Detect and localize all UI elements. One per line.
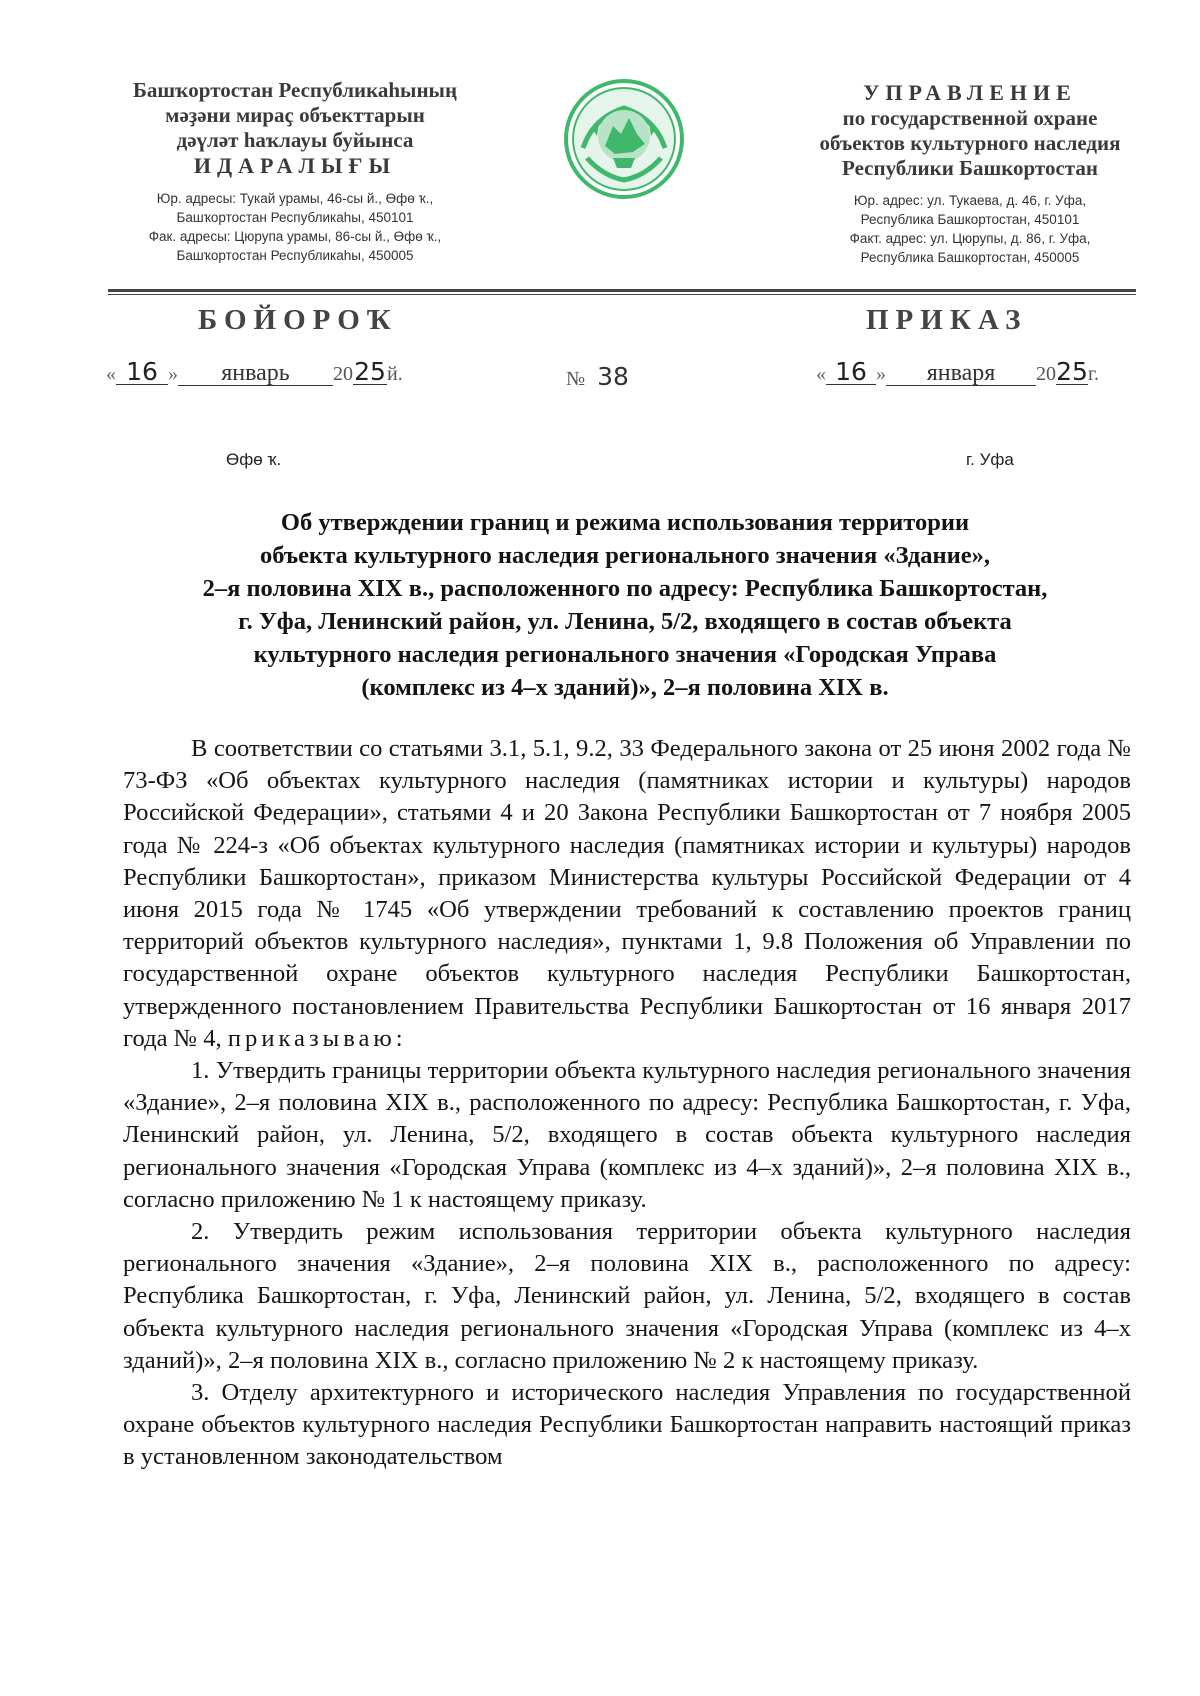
intro-text: В соответствии со статьями 3.1, 5.1, 9.2, 33 Федерального закона от 25 июня 2002 года № 73-ФЗ «Об объектах культурного наследия (памятниках истории и культуры) народов Российской Федерации», статьями 4 и 20 Закона Республики Башкортостан от 7 ноября 2005 года № 224-з «Об объектах культурного наследия (памятниках истории и культуры) народов Республики Башкортостан», приказом Министерства культуры Российской Федерации от 4 июня 2015 года № 1745 «Об утверждении требований к составлению проектов границ территорий объектов культурного наследия», пунктами 1, 9.8 Положения об Управлении по государственной охране объектов культурного наследия Республики Башкортостан, утвержденного постановлением Правительства Республики Башкортостан от 16 января 2017 года № 4, bbox=[123, 735, 1131, 1052]
title-line: объекта культурного наследия регионального значения «Здание», bbox=[259, 542, 991, 569]
address-line: Фак. адресы: Цюрупа урамы, 86-сы й., Өфө ҡ., bbox=[148, 229, 442, 244]
org-name-line: объектов культурного наследия bbox=[819, 131, 1121, 155]
date-suffix: г. bbox=[1088, 363, 1099, 385]
body-paragraph bbox=[123, 733, 1131, 1055]
body-paragraph: 2. Утвердить режим использования территории объекта культурного наследия регионального значения «Здание», 2–я половина XIX в., расположенного по адресу: Республика Башкортостан, г. Уфа, Ленинский район, ул. Ленина, 5/2, входящего в состав объекта культурного наследия регионального значения «Городская Управа (комплекс из 4–х зданий)», 2–я половина XIX в., согласно приложению № 2 к настоящему приказу. bbox=[123, 1218, 1131, 1374]
address-line: Башҡортостан Республикаһы, 450101 bbox=[176, 210, 414, 225]
body-paragraph: 3. Отделу архитектурного и исторического наследия Управления по государственной охране объектов культурного наследия Республики Башкортостан направить настоящий приказ в установленном законодательством bbox=[123, 1379, 1131, 1471]
address-line: Юр. адресы: Тукай урамы, 46-сы й., Өфө ҡ., bbox=[156, 191, 434, 206]
date-day: 16 bbox=[116, 360, 168, 385]
date-month: января bbox=[886, 361, 1036, 386]
quote-open: « bbox=[106, 363, 116, 385]
quote-close: » bbox=[168, 363, 178, 385]
address-line: Республика Башкортостан, 450005 bbox=[860, 250, 1080, 265]
date-month: январь bbox=[178, 361, 333, 386]
header-divider bbox=[108, 294, 1136, 295]
address-block bbox=[100, 189, 490, 265]
number-label: № bbox=[566, 368, 586, 390]
quote-open: « bbox=[816, 363, 826, 385]
date-day: 16 bbox=[826, 360, 876, 385]
doc-type-left: БОЙОРОҠ bbox=[198, 304, 398, 336]
document-body bbox=[123, 733, 1131, 1474]
address-line: Республика Башкортостан, 450101 bbox=[860, 212, 1080, 227]
title-line: культурного наследия регионального значения «Городская Управа bbox=[253, 641, 997, 668]
org-name-spaced: УПРАВЛЕНИЕ bbox=[863, 80, 1077, 105]
city-right: г. Уфа bbox=[966, 450, 1014, 469]
org-name-line: Башҡортостан Республикаһының bbox=[132, 78, 458, 102]
header-right bbox=[770, 80, 1170, 267]
quote-close: » bbox=[876, 363, 886, 385]
org-name-spaced: ИДАРАЛЫҒЫ bbox=[193, 153, 397, 178]
address-line: Юр. адрес: ул. Тукаева, д. 46, г. Уфа, bbox=[853, 193, 1087, 208]
org-name-line: дәүләт һаҡлауы буйынса bbox=[176, 128, 414, 152]
bashkortostan-coat-of-arms-icon bbox=[563, 78, 685, 200]
header-left bbox=[100, 78, 490, 265]
date-year-suffix: 25 bbox=[1056, 357, 1088, 386]
date-left bbox=[106, 357, 403, 387]
title-line: 2–я половина XIX в., расположенного по адресу: Республика Башкортостан, bbox=[202, 575, 1048, 602]
date-suffix: й. bbox=[387, 363, 403, 385]
header-divider bbox=[108, 289, 1136, 292]
date-right bbox=[816, 357, 1099, 387]
doc-type-right: ПРИКАЗ bbox=[866, 304, 1028, 336]
org-name-line: Республики Башкортостан bbox=[842, 156, 1098, 180]
address-line: Факт. адрес: ул. Цюрупы, д. 86, г. Уфа, bbox=[849, 231, 1091, 246]
document-title bbox=[110, 506, 1140, 704]
title-line: (комплекс из 4–х зданий)», 2–я половина XIX в. bbox=[361, 674, 889, 701]
org-name-line: мәҙәни мираҫ объекттарын bbox=[165, 103, 425, 127]
title-line: Об утверждении границ и режима использования территории bbox=[280, 509, 970, 536]
order-number bbox=[566, 362, 629, 392]
body-paragraph: 1. Утвердить границы территории объекта культурного наследия регионального значения «Здание», 2–я половина XIX в., расположенного по адресу: Республика Башкортостан, г. Уфа, Ленинский район, ул. Ленина, 5/2, входящего в состав объекта культурного наследия регионального значения «Городская Управа (комплекс из 4–х зданий)», 2–я половина XIX в., согласно приложению № 1 к настоящему приказу. bbox=[123, 1057, 1131, 1213]
date-year-prefix: 20 bbox=[1036, 363, 1056, 385]
title-line: г. Уфа, Ленинский район, ул. Ленина, 5/2, входящего в состав объекта bbox=[238, 608, 1012, 635]
order-word: приказываю: bbox=[227, 1024, 407, 1052]
address-line: Башҡортостан Республикаһы, 450005 bbox=[176, 248, 414, 263]
number-value: 38 bbox=[597, 362, 629, 391]
address-block bbox=[770, 191, 1170, 267]
date-year-suffix: 25 bbox=[354, 357, 386, 386]
city-left: Өфө ҡ. bbox=[226, 450, 282, 469]
org-name-line: по государственной охране bbox=[842, 106, 1098, 130]
date-year-prefix: 20 bbox=[333, 363, 353, 385]
